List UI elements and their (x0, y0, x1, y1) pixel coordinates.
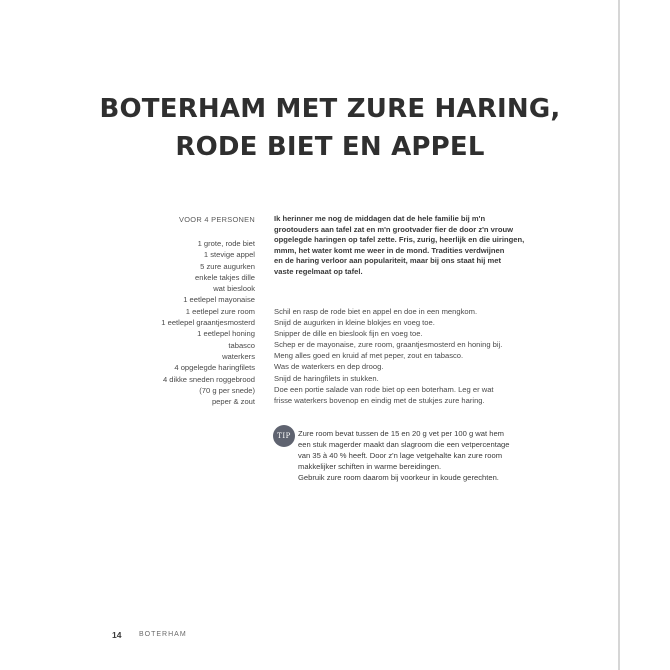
section-name: BOTERHAM (139, 631, 187, 638)
ingredient-item: 4 opgelegde haringfilets (174, 363, 255, 373)
step-line: Doe een portie salade van rode biet op een boterham. Leg er wat (274, 384, 494, 394)
tip-badge: TIP (273, 425, 295, 447)
step-line: Schep er de mayonaise, zure room, graantjesmosterd en honing bij. (274, 340, 503, 350)
servings-label: VOOR 4 PERSONEN (179, 215, 255, 224)
intro-line: opgelegde haringen op tafel zette. Fris, zurig, heerlijk en die uiringen, (274, 235, 525, 245)
tip-line: een stuk magerder maakt dan slagroom die een vetpercentage (298, 440, 510, 450)
intro-paragraph (274, 214, 574, 278)
step-line: Snijd de haringfilets in stukken. (274, 373, 379, 383)
step-line: Schil en rasp de rode biet en appel en doe in een mengkom. (274, 307, 478, 316)
ingredient-item: 1 eetlepel mayonaise (183, 295, 255, 305)
tip-line: Zure room bevat tussen de 15 en 20 g vet per 100 g wat hem (298, 429, 504, 438)
ingredient-item: enkele takjes dille (195, 272, 255, 282)
recipe-title-line-2: RODE BIET EN APPEL (175, 132, 485, 162)
ingredient-item: tabasco (228, 340, 255, 350)
ingredient-item: 1 eetlepel zure room (185, 306, 255, 316)
step-line: frisse waterkers bovenop en eindig met de stukjes zure haring. (274, 395, 485, 405)
intro-line: grootouders aan tafel zat en m'n grootvader fier de door z'n vrouw (274, 224, 514, 234)
ingredient-item: peper & zout (211, 397, 255, 407)
recipe-title-line-1: BOTERHAM MET ZURE HARING, (99, 94, 561, 124)
step-line: Snipper de dille en bieslook fijn en voeg toe. (274, 329, 423, 339)
recipe-title (60, 90, 600, 166)
intro-line: Ik herinner me nog de middagen dat de hele familie bij m'n (274, 214, 486, 223)
ingredient-item: (70 g per snede) (199, 385, 255, 395)
ingredient-item: 1 eetlepel honing (197, 329, 255, 339)
tip-line: van 35 à 40 % heeft. Door z'n lage vetgehalte kan zure room (298, 451, 503, 461)
step-line: Was de waterkers en dep droog. (274, 362, 384, 372)
intro-line: en de haring verloor aan populariteit, maar bij ons staat hij met (274, 256, 502, 266)
tip-line: makkelijker schiften in warme bereidingen. (298, 462, 442, 472)
ingredient-item: 4 dikke sneden roggebrood (162, 374, 255, 384)
intro-line: vaste regelmaat op tafel. (274, 266, 363, 276)
ingredient-item: waterkers (222, 351, 255, 361)
step-line: Snijd de augurken in kleine blokjes en voeg toe. (274, 318, 435, 328)
ingredient-item: 5 zure augurken (200, 261, 255, 271)
ingredient-item: 1 stevige appel (203, 250, 255, 260)
ingredient-item: 1 eetlepel graantjesmosterd (161, 318, 255, 328)
page-edge-divider (618, 0, 620, 670)
step-line: Meng alles goed en kruid af met peper, zout en tabasco. (274, 351, 464, 361)
page-number: 14 (112, 630, 122, 640)
tip-line: Gebruik zure room daarom bij voorkeur in koude gerechten. (298, 473, 499, 483)
ingredient-item: 1 grote, rode biet (197, 239, 255, 248)
intro-line: mmm, het water komt me weer in de mond. Tradities verdwijnen (274, 245, 505, 255)
ingredient-list (120, 238, 255, 407)
ingredient-item: wat bieslook (213, 284, 255, 294)
tip-text (298, 428, 578, 483)
preparation-steps (274, 306, 574, 406)
